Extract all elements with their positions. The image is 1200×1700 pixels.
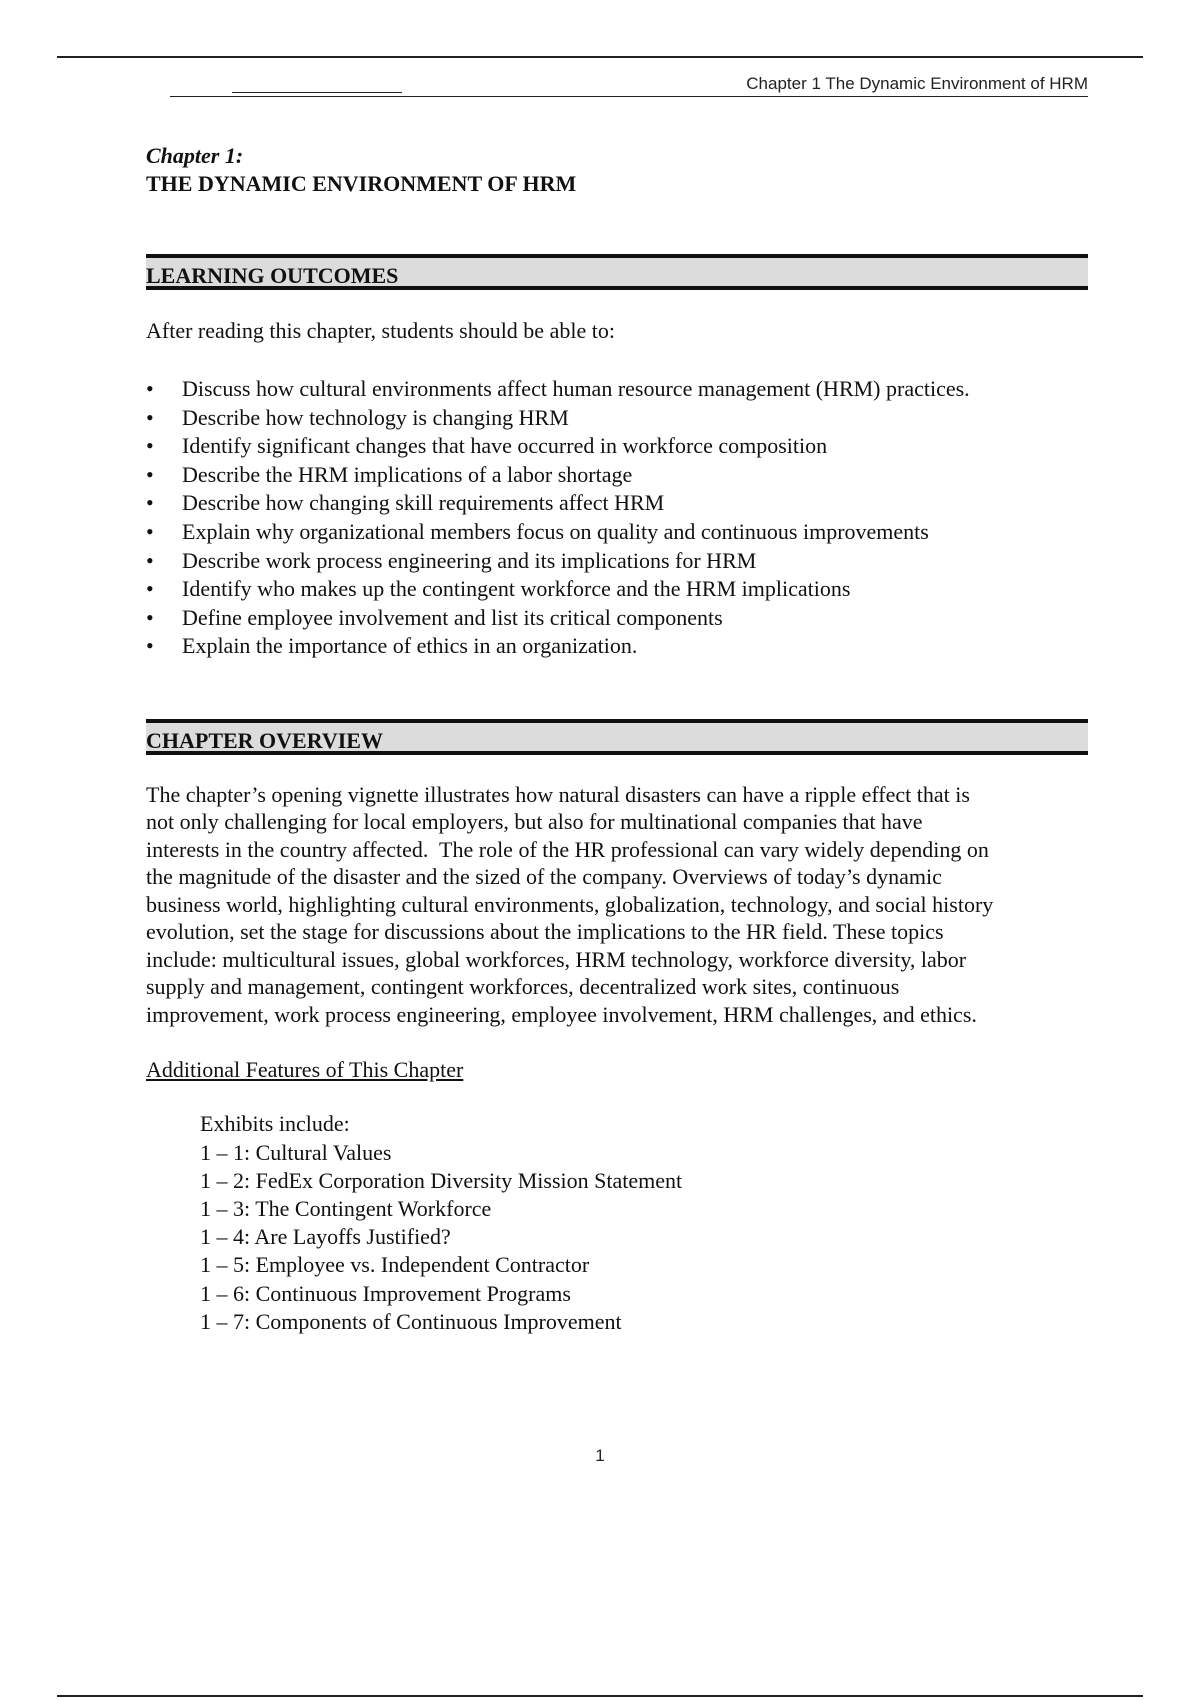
outcome-text: Explain the importance of ethics in an organization.: [182, 633, 638, 659]
overview-line: improvement, work process engineering, employee involvement, HRM challenges, and ethics.: [146, 1001, 977, 1027]
outcome-text: Explain why organizational members focus on quality and continuous improvements: [182, 518, 929, 544]
outcome-text: Describe work process engineering and its implications for HRM: [182, 547, 757, 573]
bullet-icon: •: [146, 604, 154, 630]
exhibits-list: [200, 1110, 1088, 1336]
bottom-page-rule: [57, 1695, 1143, 1697]
bullet-icon: •: [146, 376, 154, 401]
page-content: [146, 142, 1088, 1336]
exhibits-intro: Exhibits include:: [200, 1111, 350, 1137]
bullet-icon: •: [146, 433, 154, 459]
overview-line: not only challenging for local employers, but also for multinational companies that have: [146, 809, 923, 835]
outcome-text: Define employee involvement and list its critical components: [182, 604, 723, 630]
list-item: [146, 461, 1088, 490]
bullet-icon: •: [146, 633, 154, 659]
list-item: [146, 432, 1088, 461]
learning-outcomes-heading: LEARNING OUTCOMES: [146, 254, 1088, 290]
list-item: [146, 404, 1088, 433]
overview-line: evolution, set the stage for discussions about the implications to the HR field. These topics: [146, 919, 944, 945]
list-item: 1 – 5: Employee vs. Independent Contractor: [200, 1252, 590, 1278]
additional-features-heading: Additional Features of This Chapter: [146, 1057, 464, 1083]
header-underline-mark: [232, 92, 402, 93]
bullet-icon: •: [146, 404, 154, 430]
outcome-text: Identify significant changes that have occurred in workforce composition: [182, 433, 828, 459]
chapter-overview-paragraph: [146, 781, 1088, 1029]
learning-outcomes-list: [146, 375, 1088, 661]
learning-outcomes-intro: After reading this chapter, students should be able to:: [146, 318, 615, 343]
overview-line: supply and management, contingent workforces, decentralized work sites, continuous: [146, 974, 900, 1000]
outcome-text: Identify who makes up the contingent workforce and the HRM implications: [182, 576, 851, 602]
chapter-title: THE DYNAMIC ENVIRONMENT OF HRM: [146, 171, 577, 196]
overview-line: include: multicultural issues, global workforces, HRM technology, workforce diversity, labor: [146, 946, 967, 972]
bullet-icon: •: [146, 490, 154, 516]
list-item: [146, 518, 1088, 547]
overview-line: business world, highlighting cultural environments, globalization, technology, and social history: [146, 891, 994, 917]
running-header-title: Chapter 1 The Dynamic Environment of HRM: [746, 74, 1088, 93]
list-item: [146, 632, 1088, 661]
running-header: [170, 74, 1088, 97]
list-item: 1 – 6: Continuous Improvement Programs: [200, 1280, 571, 1306]
list-item: 1 – 2: FedEx Corporation Diversity Mission Statement: [200, 1167, 683, 1193]
list-item: [146, 489, 1088, 518]
bullet-icon: •: [146, 518, 154, 544]
list-item: 1 – 7: Components of Continuous Improvement: [200, 1308, 622, 1334]
top-page-rule: [57, 56, 1143, 58]
overview-line: The chapter’s opening vignette illustrates how natural disasters can have a ripple effect that is: [146, 781, 970, 807]
list-item: [146, 604, 1088, 633]
chapter-label: Chapter 1:: [146, 143, 244, 168]
outcome-text: Describe how changing skill requirements affect HRM: [182, 490, 665, 516]
list-item: [146, 547, 1088, 576]
list-item: 1 – 4: Are Layoffs Justified?: [200, 1224, 451, 1250]
bullet-icon: •: [146, 461, 154, 487]
list-item: [146, 575, 1088, 604]
chapter-overview-heading: CHAPTER OVERVIEW: [146, 719, 1088, 755]
list-item: 1 – 3: The Contingent Workforce: [200, 1196, 492, 1222]
list-item: [146, 375, 1088, 404]
page-number: 1: [595, 1446, 605, 1465]
bullet-icon: •: [146, 576, 154, 602]
overview-line: interests in the country affected. The role of the HR professional can vary widely depending on: [146, 836, 989, 862]
bullet-icon: •: [146, 547, 154, 573]
outcome-text: Discuss how cultural environments affect human resource management (HRM) practices.: [182, 376, 970, 401]
overview-line: the magnitude of the disaster and the sized of the company. Overviews of today’s dynamic: [146, 864, 942, 890]
outcome-text: Describe the HRM implications of a labor shortage: [182, 461, 633, 487]
list-item: 1 – 1: Cultural Values: [200, 1139, 392, 1165]
outcome-text: Describe how technology is changing HRM: [182, 404, 569, 430]
